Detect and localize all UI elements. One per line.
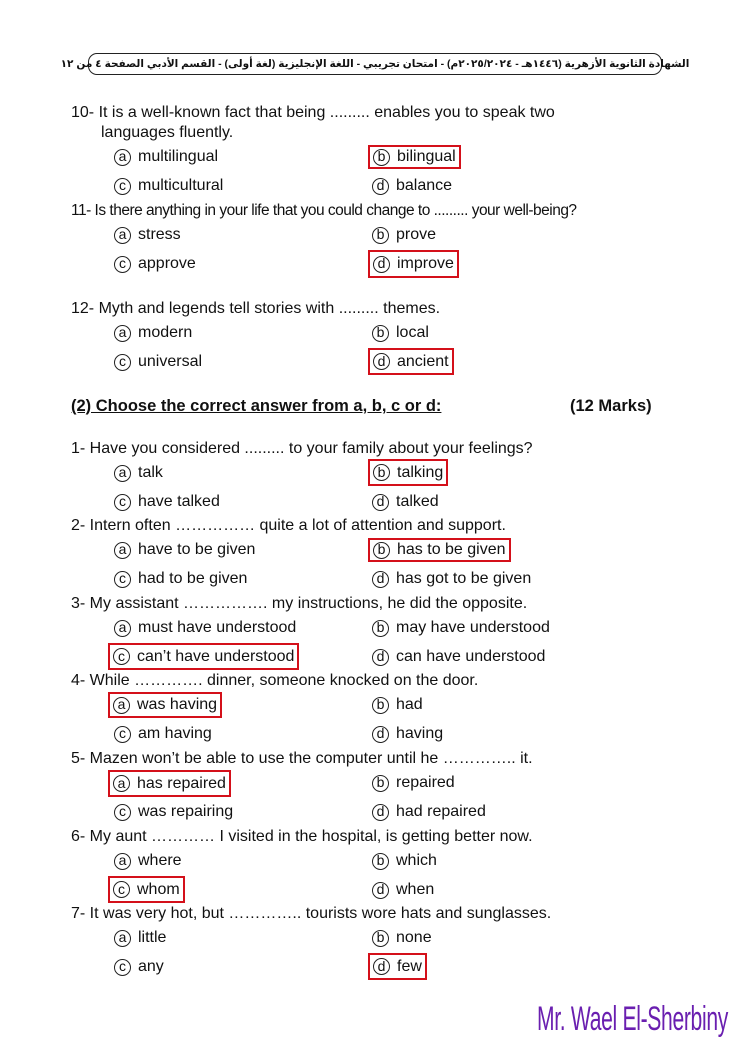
- q6-option-b[interactable]: b which: [372, 849, 437, 873]
- option-letter-c: c: [113, 881, 130, 898]
- q7-option-b[interactable]: b none: [372, 926, 432, 950]
- q12-option-a[interactable]: a modern: [114, 321, 192, 345]
- q11-option-a[interactable]: a stress: [114, 223, 181, 247]
- section-title: (2) Choose the correct answer from a, b, c or d:: [71, 397, 442, 415]
- q4-option-a[interactable]: a was having: [108, 692, 222, 718]
- q1-option-b[interactable]: b talking: [368, 459, 448, 486]
- q11-option-c[interactable]: c approve: [114, 252, 196, 276]
- section-marks: (12 Marks): [570, 397, 652, 415]
- option-letter-d: d: [372, 494, 389, 511]
- option-letter-a: a: [114, 620, 131, 637]
- q10-option-a[interactable]: a multilingual: [114, 145, 218, 169]
- q4-option-d[interactable]: d having: [372, 722, 443, 746]
- question-3: 3- My assistant ……………. my instructions, he did the opposite.: [71, 595, 528, 612]
- question-2: 2- Intern often …………… quite a lot of attention and support.: [71, 517, 506, 534]
- q7-option-a[interactable]: a little: [114, 926, 166, 950]
- option-letter-b: b: [373, 464, 390, 481]
- q1-option-a[interactable]: a talk: [114, 461, 163, 485]
- q2-option-a[interactable]: a have to be given: [114, 538, 255, 562]
- q10-option-d[interactable]: d balance: [372, 174, 452, 198]
- q2-option-b[interactable]: b has to be given: [368, 538, 511, 562]
- q12-option-d[interactable]: d ancient: [368, 348, 454, 375]
- q11-option-b[interactable]: b prove: [372, 223, 436, 247]
- option-letter-b: b: [372, 775, 389, 792]
- q1-option-d[interactable]: d talked: [372, 490, 439, 514]
- question-4: 4- While …………. dinner, someone knocked on the door.: [71, 672, 479, 689]
- option-letter-d: d: [372, 178, 389, 195]
- question-10-cont: languages fluently.: [101, 124, 234, 141]
- option-letter-c: c: [114, 571, 131, 588]
- question-12: 12- Myth and legends tell stories with ......... themes.: [71, 300, 441, 317]
- q3-option-d[interactable]: d can have understood: [372, 645, 545, 669]
- option-letter-a: a: [114, 227, 131, 244]
- option-letter-d: d: [372, 804, 389, 821]
- option-letter-b: b: [373, 542, 390, 559]
- question-10: 10- It is a well-known fact that being ......... enables you to speak two: [71, 104, 555, 121]
- option-letter-c: c: [114, 494, 131, 511]
- exam-header: [60, 53, 690, 75]
- question-6: 6- My aunt ………… I visited in the hospital, is getting better now.: [71, 828, 533, 845]
- option-letter-b: b: [373, 149, 390, 166]
- q7-option-c[interactable]: c any: [114, 955, 164, 979]
- q10-option-c[interactable]: c multicultural: [114, 174, 223, 198]
- author-signature: Mr. Wael El-Sherbiny: [537, 1000, 728, 1038]
- option-letter-c: c: [114, 959, 131, 976]
- option-letter-c: c: [114, 804, 131, 821]
- q3-option-c[interactable]: c can’t have understood: [108, 643, 299, 670]
- option-letter-b: b: [372, 853, 389, 870]
- q2-option-c[interactable]: c had to be given: [114, 567, 247, 591]
- q3-option-b[interactable]: b may have understood: [372, 616, 550, 640]
- option-letter-d: d: [373, 353, 390, 370]
- option-letter-a: a: [114, 325, 131, 342]
- option-letter-c: c: [114, 178, 131, 195]
- option-letter-d: d: [372, 726, 389, 743]
- option-letter-d: d: [373, 958, 390, 975]
- option-letter-b: b: [372, 697, 389, 714]
- option-letter-d: d: [372, 649, 389, 666]
- option-letter-b: b: [372, 620, 389, 637]
- option-letter-c: c: [113, 648, 130, 665]
- option-letter-a: a: [114, 930, 131, 947]
- q5-option-a[interactable]: a has repaired: [108, 770, 231, 797]
- option-letter-a: a: [113, 697, 130, 714]
- q3-option-a[interactable]: a must have understood: [114, 616, 296, 640]
- option-letter-b: b: [372, 325, 389, 342]
- option-letter-a: a: [114, 853, 131, 870]
- q6-option-d[interactable]: d when: [372, 878, 434, 902]
- exam-header-text: الشهادة الثانوية الأزهرية (١٤٤٦هـ - ٢٠٢٥/٢٠٢٤م) - امتحان تجريبي - اللغة الإنجليزية (لغة أولى) - القسم الأدبي الصفحة ٤ من ١٢: [60, 58, 690, 70]
- q10-option-b[interactable]: b bilingual: [368, 145, 461, 169]
- q12-option-c[interactable]: c universal: [114, 350, 202, 374]
- option-letter-a: a: [114, 465, 131, 482]
- q4-option-c[interactable]: c am having: [114, 722, 212, 746]
- q6-option-c[interactable]: c whom: [108, 876, 185, 903]
- q2-option-d[interactable]: d has got to be given: [372, 567, 531, 591]
- q12-option-b[interactable]: b local: [372, 321, 429, 345]
- option-letter-c: c: [114, 726, 131, 743]
- option-letter-d: d: [373, 256, 390, 273]
- option-letter-a: a: [114, 149, 131, 166]
- question-1: 1- Have you considered ......... to your family about your feelings?: [71, 440, 533, 457]
- option-letter-b: b: [372, 227, 389, 244]
- question-7: 7- It was very hot, but ………….. tourists wore hats and sunglasses.: [71, 905, 552, 922]
- option-letter-d: d: [372, 882, 389, 899]
- option-letter-c: c: [114, 354, 131, 371]
- q5-option-d[interactable]: d had repaired: [372, 800, 486, 824]
- q5-option-c[interactable]: c was repairing: [114, 800, 233, 824]
- question-5: 5- Mazen won’t be able to use the computer until he ………….. it.: [71, 750, 533, 767]
- q5-option-b[interactable]: b repaired: [372, 771, 455, 795]
- option-letter-d: d: [372, 571, 389, 588]
- q1-option-c[interactable]: c have talked: [114, 490, 220, 514]
- q11-option-d[interactable]: d improve: [368, 250, 459, 278]
- question-11: 11- Is there anything in your life that you could change to ......... your well-being?: [71, 202, 577, 219]
- option-letter-a: a: [113, 775, 130, 792]
- option-letter-a: a: [114, 542, 131, 559]
- option-letter-c: c: [114, 256, 131, 273]
- q4-option-b[interactable]: b had: [372, 693, 423, 717]
- option-letter-b: b: [372, 930, 389, 947]
- q7-option-d[interactable]: d few: [368, 953, 427, 980]
- q6-option-a[interactable]: a where: [114, 849, 182, 873]
